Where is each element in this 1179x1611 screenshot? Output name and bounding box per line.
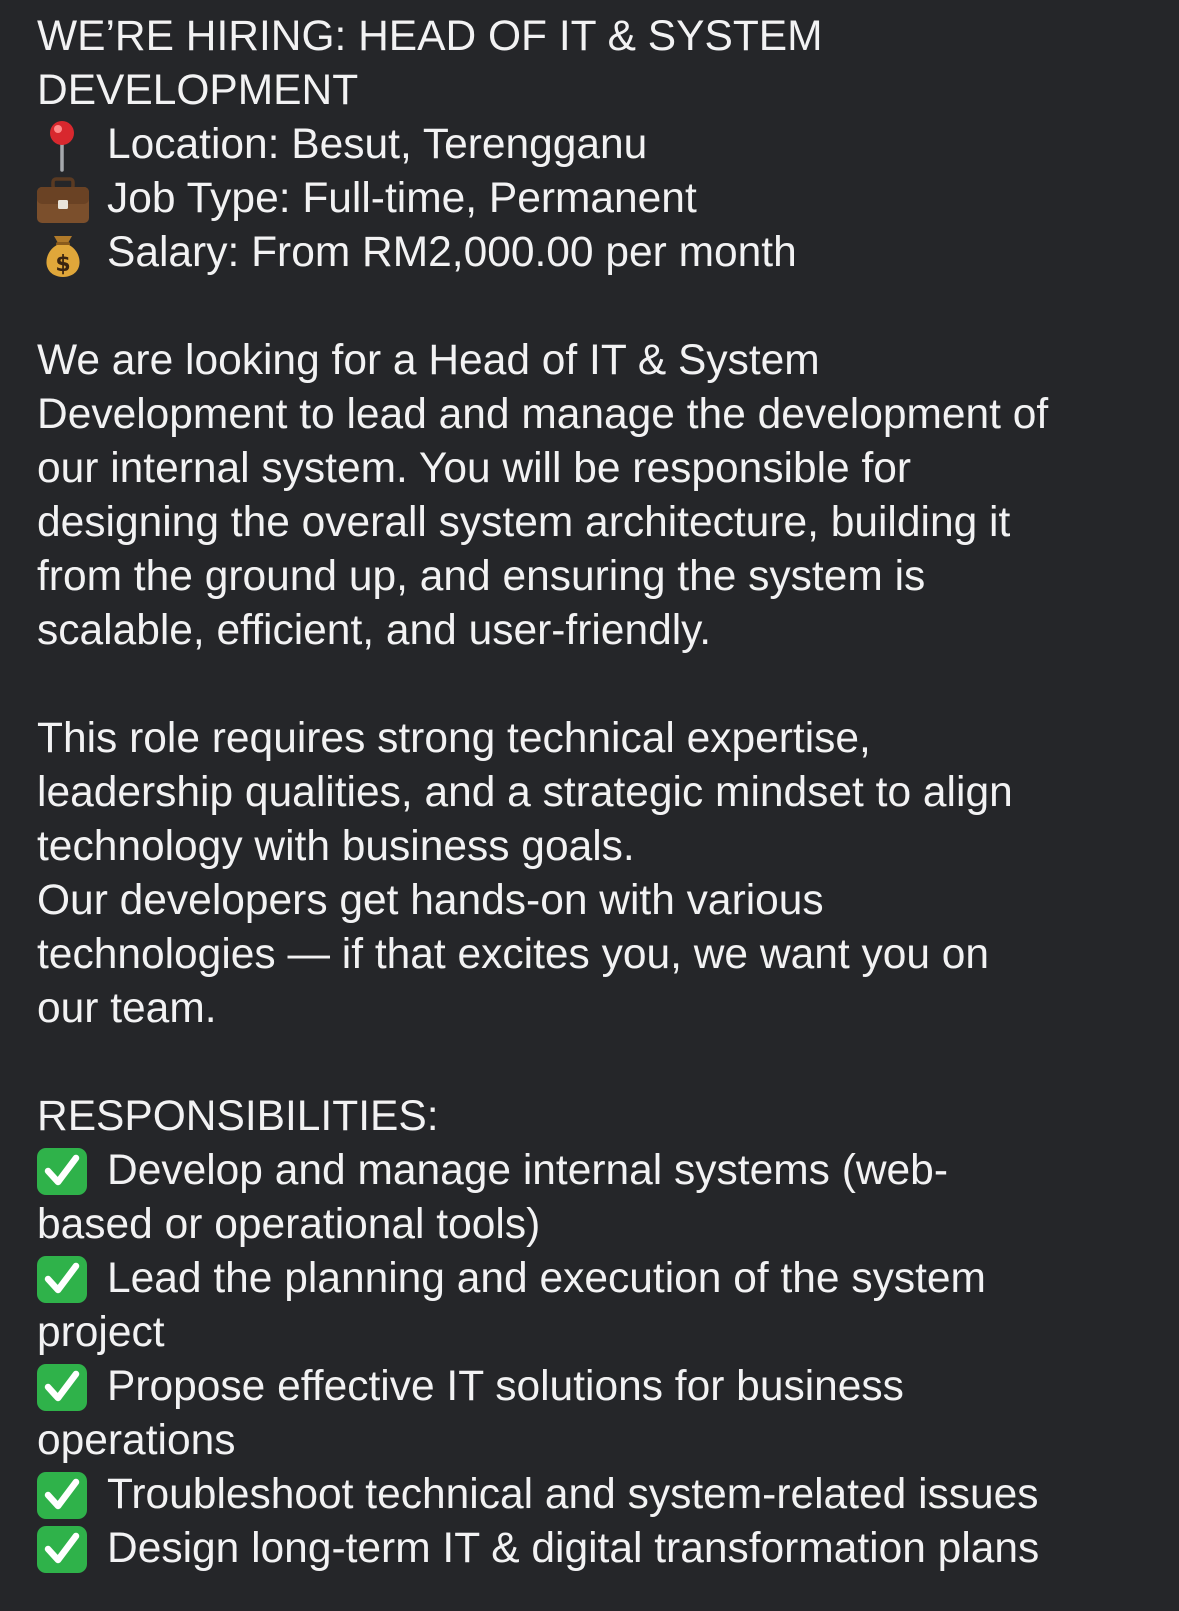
- spacer: [37, 658, 1157, 712]
- paragraph-2-line: Our developers get hands-on with various: [37, 877, 824, 924]
- check-mark-button-icon: [35, 1468, 91, 1522]
- responsibility-item: [37, 1144, 1157, 1198]
- check-mark-button-icon: [35, 1360, 91, 1414]
- detail-salary-text: Salary: From RM2,000.00 per month: [107, 229, 797, 276]
- responsibility-item: [37, 1360, 1157, 1414]
- detail-location-text: Location: Besut, Terengganu: [107, 121, 648, 168]
- spacer: [37, 280, 1157, 334]
- paragraph-1-line: scalable, efficient, and user-friendly.: [37, 607, 712, 654]
- responsibility-continuation: project: [37, 1309, 165, 1356]
- detail-salary: [37, 226, 1157, 280]
- responsibility-continuation: based or operational tools): [37, 1201, 541, 1248]
- responsibility-text: Propose effective IT solutions for business: [107, 1363, 904, 1410]
- responsibility-text: Develop and manage internal systems (web-: [107, 1147, 948, 1194]
- svg-text:$: $: [55, 252, 71, 277]
- responsibility-item: [37, 1252, 1157, 1306]
- paragraph-2-line: technologies — if that excites you, we want you on: [37, 931, 990, 978]
- responsibility-text: Lead the planning and execution of the system: [107, 1255, 986, 1302]
- round-pushpin-icon: [35, 118, 91, 172]
- detail-job-type-text: Job Type: Full-time, Permanent: [107, 175, 697, 222]
- paragraph-2-line: our team.: [37, 985, 217, 1032]
- responsibilities-heading: RESPONSIBILITIES:: [37, 1093, 439, 1140]
- detail-job-type: [37, 172, 1157, 226]
- paragraph-1-line: our internal system. You will be responsible for: [37, 445, 912, 492]
- paragraph-2-line: This role requires strong technical expertise,: [37, 715, 871, 762]
- paragraph-1-line: We are looking for a Head of IT & System: [37, 337, 820, 384]
- job-post-message: [37, 10, 1157, 1576]
- responsibility-text: Design long-term IT & digital transformation plans: [107, 1525, 1040, 1572]
- check-mark-button-icon: [35, 1252, 91, 1306]
- briefcase-icon: [35, 172, 91, 226]
- post-title-line-2: DEVELOPMENT: [37, 67, 359, 114]
- paragraph-2-line: technology with business goals.: [37, 823, 635, 870]
- responsibility-item: [37, 1468, 1157, 1522]
- check-mark-button-icon: [35, 1522, 91, 1576]
- responsibility-item: [37, 1522, 1157, 1576]
- paragraph-1-line: Development to lead and manage the development of: [37, 391, 1049, 438]
- detail-location: [37, 118, 1157, 172]
- paragraph-2-line: leadership qualities, and a strategic mindset to align: [37, 769, 1013, 816]
- paragraph-1-line: from the ground up, and ensuring the system is: [37, 553, 926, 600]
- check-mark-button-icon: [35, 1144, 91, 1198]
- money-bag-icon: [35, 226, 91, 280]
- paragraph-1-line: designing the overall system architecture, building it: [37, 499, 1011, 546]
- post-title-line-1: WE’RE HIRING: HEAD OF IT & SYSTEM: [37, 13, 823, 60]
- spacer: [37, 1036, 1157, 1090]
- responsibility-continuation: operations: [37, 1417, 236, 1464]
- responsibility-text: Troubleshoot technical and system-related issues: [107, 1471, 1039, 1518]
